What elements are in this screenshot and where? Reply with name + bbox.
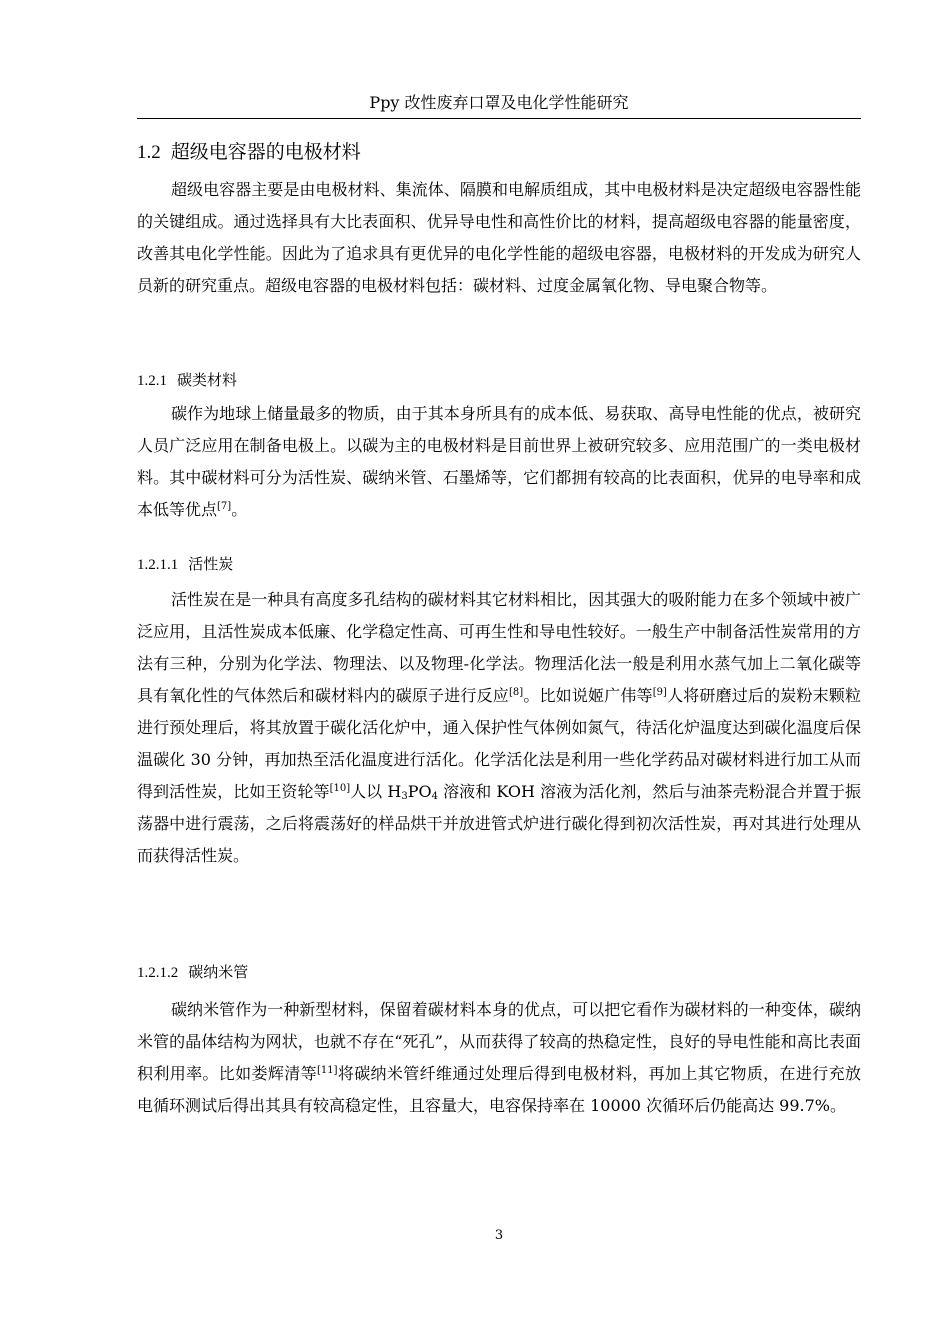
paragraph-text: 溶液和 KOH 溶液为活化剂，然后与油茶壳粉混合并置于振荡器中进行震荡，之后将震荡好的样品烘干并放进管式炉进行碳化得到初次活性炭，再对其进行处理从而获得活性炭。 [137, 782, 861, 865]
paragraph-text: 碳作为地球上储量最多的物质，由于其本身所具有的成本低、易获取、高导电性能的优点，被研究人员广泛应用在制备电极上。以碳为主的电极材料是目前世界上被研究较多、应用范围广的一类电极材料。其中碳材料可分为活性炭、碳纳米管、石墨烯等，它们都拥有较高的比表面积，优异的电导率和成本低等优点 [137, 404, 861, 519]
subsection-number: 1.2.1.1 [137, 557, 179, 573]
paragraph-text: 碳纳米管作为一种新型材料，保留着碳材料本身的优点，可以把它看作为碳材料的一种变体，碳纳米管的晶体结构为网状，也就不存在“死孔”，从而获得了较高的热稳定性，良好的导电性能和高比表面积利用率。比如娄辉清等 [137, 1000, 861, 1083]
paragraph-text: 人以 H [350, 782, 402, 801]
paragraph-text: 将碳纳米管纤维通过处理后得到电极材料，再加上其它物质，在进行充放电循环测试后得出其具有较高稳定性，且容量大，电容保持率在 10000 次循环后仍能高达 99.7%。 [137, 1064, 861, 1115]
paragraph-activated-carbon [137, 584, 861, 872]
subsection-heading-carbon-nanotube [137, 958, 861, 986]
subscript: 4 [431, 791, 438, 802]
citation: [10] [329, 783, 351, 794]
page-number: 3 [494, 1228, 504, 1243]
section-title: 超级电容器的电极材料 [170, 141, 361, 163]
subsection-number: 1.2.1.2 [137, 965, 179, 981]
citation: [9] [652, 687, 667, 698]
paragraph-text: PO [407, 782, 432, 801]
section-heading [137, 136, 861, 168]
section-number: 1.2 [137, 142, 161, 163]
citation: [7] [217, 501, 232, 512]
citation: [8] [508, 687, 524, 698]
paragraph-text: 。 [231, 500, 248, 519]
paragraph-carbon [137, 398, 861, 526]
subscript: 3 [401, 791, 408, 802]
header-rule [137, 118, 861, 119]
paragraph-text: 活性炭在是一种具有高度多孔结构的碳材料其它材料相比，因其强大的吸附能力在多个领域中被广泛应用，且活性炭成本低廉、化学稳定性高、可再生性和导电性较好。一般生产中制备活性炭常用的方法有三种，分别为化学法、物理法、以及物理-化学法。物理活化法一般是利用水蒸气加上二氧化碳等具有氧化性的气体然后和碳材料内的碳原子进行反应 [137, 590, 861, 705]
subsection-heading-carbon [137, 366, 861, 394]
paragraph-carbon-nanotube [137, 994, 861, 1122]
subsection-number: 1.2.1 [137, 373, 167, 389]
subsection-title: 碳类材料 [177, 371, 238, 389]
running-header: Ppy 改性废弃口罩及电化学性能研究 [369, 93, 629, 112]
paragraph-intro: 超级电容器主要是由电极材料、集流体、隔膜和电解质组成，其中电极材料是决定超级电容器性能的关键组成。通过选择具有大比表面积、优异导电性和高性价比的材料，提高超级电容器的能量密度，改善其电化学性能。因此为了追求具有更优异的电化学性能的超级电容器，电极材料的开发成为研究人员新的研究重点。超级电容器的电极材料包括：碳材料、过度金属氧化物、导电聚合物等。 [137, 180, 861, 295]
subsection-heading-activated-carbon [137, 550, 861, 578]
subsection-title: 活性炭 [188, 555, 234, 573]
subsection-title: 碳纳米管 [188, 963, 249, 981]
citation: [11] [316, 1065, 338, 1076]
paragraph-text: 。比如说姬广伟等 [523, 686, 653, 705]
paragraph-text: 人将研磨过后的炭粉末颗粒进行预处理后，将其放置于碳化活化炉中，通入保护性气体例如氮气，待活化炉温度达到碳化温度后保温碳化 30 分钟，再加热至活化温度进行活化。化学活化法是利用一些化学药品对碳材料进行加工从而得到活性炭，比如王资轮等 [137, 686, 861, 801]
